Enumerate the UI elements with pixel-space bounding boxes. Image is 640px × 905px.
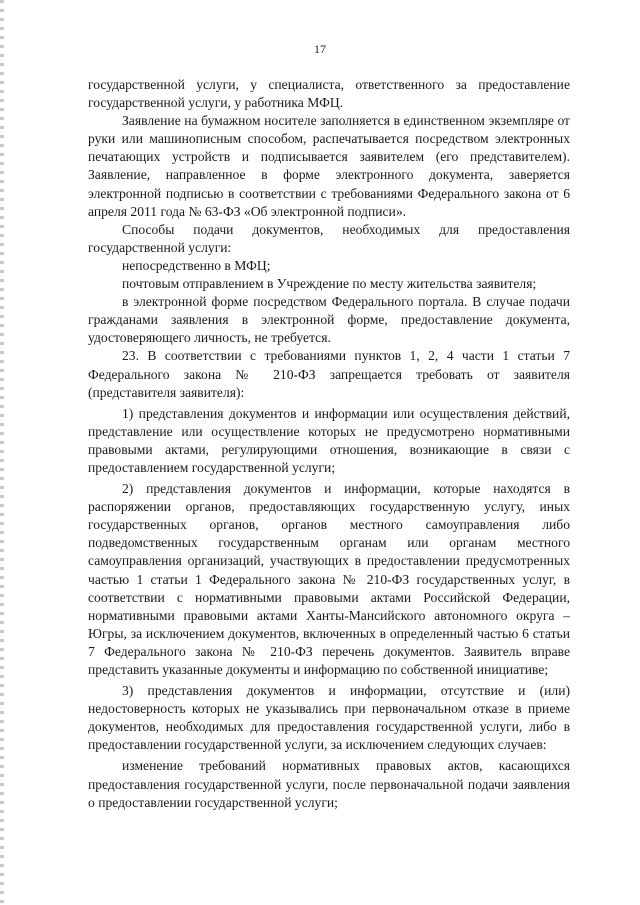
paragraph-4: непосредственно в МФЦ;: [122, 257, 271, 273]
page-number: 17: [314, 42, 326, 56]
paragraph-1: государственной услуги, у специалиста, ответственного за предоставление государственной услуги, у работника МФЦ.: [88, 77, 570, 111]
paragraph-3: Способы подачи документов, необходимых для предоставления государственной услуги:: [88, 221, 570, 255]
list-item-4: изменение требований нормативных правовых актов, касающихся предоставления государственной услуги, после первоначальной подачи заявления о предоставлении государственной услуги;: [88, 758, 570, 810]
paragraph-5: почтовым отправлением в Учреждение по месту жительства заявителя;: [122, 276, 537, 292]
list-item-1: 1) представления документов и информации или осуществления действий, представление или осуществление которых не предусмотрено нормативными правовыми актами, регулирующими отношения, возникающие в связи с предоставлением государственной услуги;: [88, 405, 570, 475]
paragraph-6: в электронной форме посредством Федерального портала. В случае подачи гражданами заявления в электронной форме, предоставление документа, удостоверяющего личность, не требуется.: [88, 294, 570, 346]
paragraph-2: Заявление на бумажном носителе заполняется в единственном экземпляре от руки или машинописным способом, распечатывается посредством электронных печатающих устройств и подписывается заявителем (его представителем). Заявление, направленное в форме электронного документа, заверяется электронной подписью в соответствии с требованиями Федерального закона от 6 апреля 2011 года № 63-ФЗ «Об электронной подписи».: [88, 113, 570, 219]
paragraph-7: 23. В соответствии с требованиями пунктов 1, 2, 4 части 1 статьи 7 Федерального закона № 210-ФЗ запрещается требовать от заявителя (представителя заявителя):: [88, 348, 570, 400]
scan-edge: [0, 0, 4, 905]
list-item-3: 3) представления документов и информации, отсутствие и (или) недостоверность которых не указывались при первоначальном отказе в приеме документов, необходимых для предоставления государственной услуги, либо в предоставлении государственной услуги, за исключением следующих случаев:: [88, 683, 570, 753]
list-item-2: 2) представления документов и информации, которые находятся в распоряжении органов, предоставляющих государственную услугу, иных государственных органов, органов местного самоуправления либо подведомственных государственным органам или органам местного самоуправления организаций, участвующих в предоставлении предусмотренных частью 1 статьи 1 Федерального закона № 210-ФЗ государственных услуг, в соответствии с нормативными правовыми актами Российской Федерации, нормативными правовыми актами Ханты-Мансийского автономного округа – Югры, за исключением документов, включенных в определенный частью 6 статьи 7 Федерального закона № 210-ФЗ перечень документов. Заявитель вправе представить указанные документы и информацию по собственной инициативе;: [88, 481, 570, 677]
document-body: [88, 76, 570, 812]
